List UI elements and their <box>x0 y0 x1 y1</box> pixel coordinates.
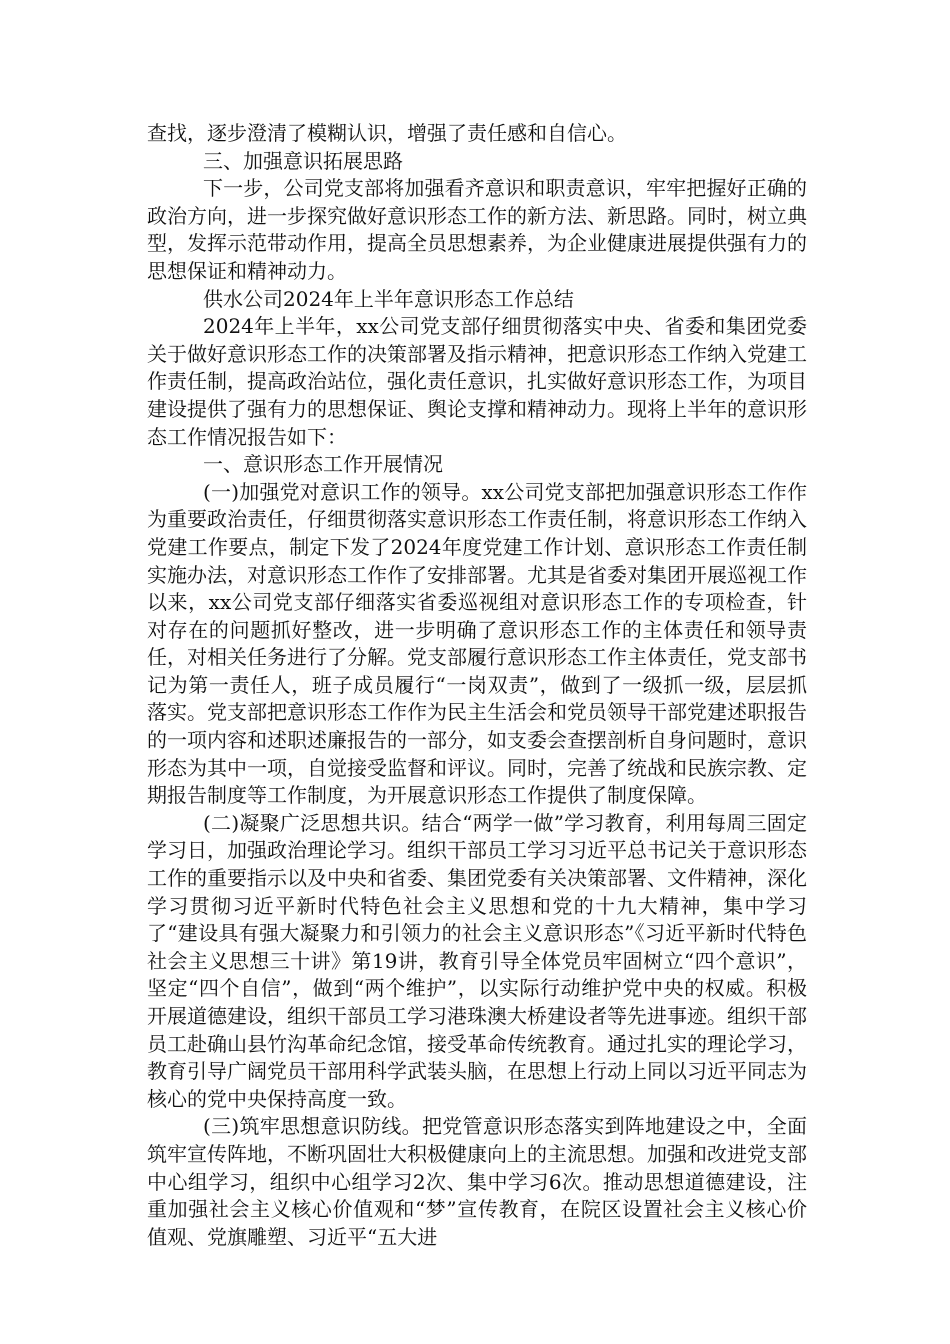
section-heading-three: 三、加强意识拓展思路 <box>203 148 403 173</box>
paragraph-item-two: (二)凝聚广泛思想共识。结合“两学一做”学习教育，利用每周三固定学习日，加强政治理论学习。组织干部员工学习习近平总书记关于意识形态工作的重要指示以及中央和省委、集团党委有关决策部署、文件精神，深化学习贯彻习近平新时代特色社会主义思想和党的十九大精神，集中学习了“建设具有强大凝聚力和引领力的社会主义意识形态”《习近平新时代特色社会主义思想三十讲》第19讲，教育引导全体党员牢固树立“四个意识”，坚定“四个自信”，做到“两个维护”，以实际行动维护党中央的权威。积极开展道德建设，组织干部员工学习港珠澳大桥建设者等先进事迹。组织干部员工赴确山县竹沟革命纪念馆，接受革命传统教育。通过扎实的理论学习，教育引导广阔党员干部用科学武装头脑，在思想上行动上同以习近平同志为核心的党中央保持高度一致。 <box>147 810 807 1111</box>
document-title: 供水公司2024年上半年意识形态工作总结 <box>203 286 574 311</box>
section-heading-one: 一、意识形态工作开展情况 <box>203 452 443 477</box>
paragraph-item-one: (一)加强党对意识工作的领导。xx公司党支部把加强意识形态工作作为重要政治责任，仔细贯彻落实意识形态工作责任制，将意识形态工作纳入党建工作要点，制定下发了2024年度党建工作计划、意识形态工作责任制实施办法，对意识形态工作作了安排部署。尤其是省委对集团开展巡视工作以来，xx公司党支部仔细落实省委巡视组对意识形态工作的专项检查，针对存在的问题抓好整改，进一步明确了意识形态工作的主体责任和领导责任，对相关任务进行了分解。党支部履行意识形态工作主体责任，党支部书记为第一责任人，班子成员履行“一岗双责”，做到了一级抓一级，层层抓落实。党支部把意识形态工作作为民主生活会和党员领导干部党建述职报告的一项内容和述职述廉报告的一部分，如支委会查摆剖析自身问题时，意识形态为其中一项，自觉接受监督和评议。同时，完善了统战和民族宗教、定期报告制度等工作制度，为开展意识形态工作提供了制度保障。 <box>147 479 807 808</box>
paragraph-next-steps: 下一步，公司党支部将加强看齐意识和职责意识，牢牢把握好正确的政治方向，进一步探究做好意识形态工作的新方法、新思路。同时，树立典型，发挥示范带动作用，提高全员思想素养，为企业健康进展提供强有力的思想保证和精神动力。 <box>147 176 807 283</box>
paragraph-item-three: (三)筑牢思想意识防线。把党管意识形态落实到阵地建设之中，全面筑牢宣传阵地，不断巩固壮大积极健康向上的主流思想。加强和改进党支部中心组学习，组织中心组学习2次、集中学习6次。推动思想道德建设，注重加强社会主义核心价值观和“梦”宣传教育，在院区设置社会主义核心价值观、党旗雕塑、习近平“五大进 <box>147 1114 807 1249</box>
paragraph-continuation: 查找，逐步澄清了模糊认识，增强了责任感和自信心。 <box>147 121 627 145</box>
paragraph-intro: 2024年上半年，xx公司党支部仔细贯彻落实中央、省委和集团党委关于做好意识形态工作的决策部署及指示精神，把意识形态工作纳入党建工作责任制，提高政治站位，强化责任意识，扎实做好意识形态工作，为项目建设提供了强有力的思想保证、舆论支撑和精神动力。现将上半年的意识形态工作情况报告如下： <box>147 314 807 449</box>
document-page <box>147 120 807 1251</box>
